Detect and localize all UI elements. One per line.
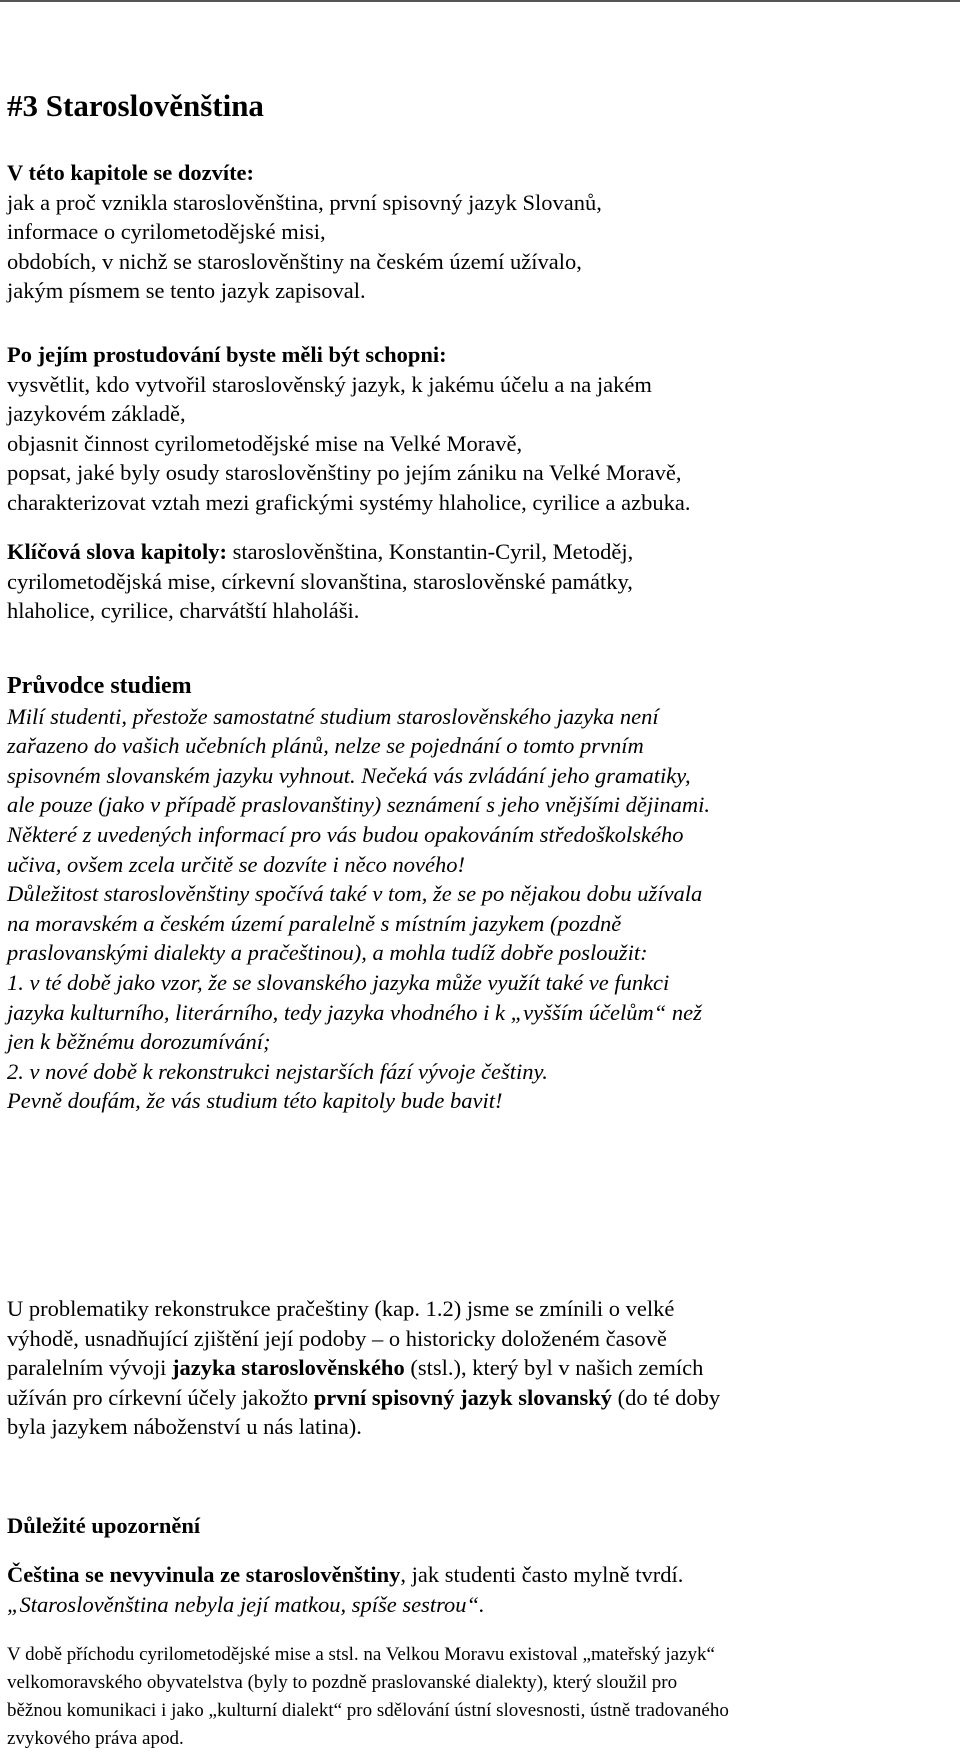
body-paragraph <box>7 1294 952 1442</box>
intro-item: jakým písmem se tento jazyk zapisoval. <box>7 278 366 304</box>
warning-content <box>7 1560 952 1619</box>
goals-line: objasnit činnost cyrilometodějské mise na Velké Moravě, <box>7 430 523 456</box>
guide-line: 1. v té době jako vzor, že se slovanského jazyka může využít také ve funkci <box>7 969 670 995</box>
goals-line: charakterizovat vztah mezi grafickými systémy hlaholice, cyrilice a azbuka. <box>7 489 691 515</box>
body-text: (do té doby <box>611 1384 721 1410</box>
guide-line: ale pouze (jako v případě praslovanštiny) seznámení s jeho vnějšími dějinami. <box>7 792 711 818</box>
guide-line: Důležitost staroslověnštiny spočívá také v tom, že se po nějakou dobu užívala <box>7 881 703 907</box>
guide-line: jen k běžnému dorozumívání; <box>7 1029 271 1055</box>
footer-line: běžnou komunikaci i jako „kulturní dialekt“ pro sdělování ústní slovesnosti, ústně tradovaného <box>7 1700 729 1721</box>
footer-note <box>7 1641 952 1753</box>
guide-line: učiva, ovšem zcela určitě se dozvíte i něco nového! <box>7 851 465 877</box>
body-line <box>7 1353 952 1383</box>
goals-section <box>7 340 952 518</box>
guide-line: Milí studenti, přestože samostatné studium staroslověnského jazyka není <box>7 703 659 729</box>
body-line: byla jazykem náboženství u nás latina). <box>7 1414 362 1440</box>
body-line: výhodě, usnadňující zjištění její podoby – o historicky doloženém časově <box>7 1325 667 1351</box>
body-text: (stsl.), který byl v našich zemích <box>404 1355 704 1381</box>
guide-line: jazyka kulturního, literárního, tedy jazyka vhodného i k „vyšším účelům“ než <box>7 999 702 1025</box>
study-guide-section <box>7 672 952 1116</box>
guide-line: na moravském a českém území paralelně s místním jazykem (pozdně <box>7 910 622 936</box>
body-emphasis: jazyka staroslověnského <box>171 1355 405 1381</box>
body-text: paralelním vývoji <box>7 1355 172 1381</box>
keywords-section <box>7 537 952 626</box>
guide-line: Pevně doufám, že vás studium této kapitoly bude bavit! <box>7 1088 503 1114</box>
warning-heading: Důležité upozornění <box>7 1513 201 1538</box>
guide-line: Některé z uvedených informací pro vás budou opakováním středoškolského <box>7 821 684 847</box>
body-line: U problematiky rekonstrukce pračeštiny (kap. 1.2) jsme se zmínili o velké <box>7 1296 675 1321</box>
intro-item: informace o cyrilometodějské misi, <box>7 219 326 245</box>
page-title: #3 Staroslověnština <box>7 88 264 123</box>
warning-line <box>7 1560 952 1590</box>
intro-section <box>7 158 952 306</box>
body-line <box>7 1383 952 1413</box>
guide-line: 2. v nové době k rekonstrukci nejstarších fází vývoje češtiny. <box>7 1058 548 1084</box>
guide-line: spisovném slovanském jazyku vyhnout. Nečeká vás zvládání jeho gramatiky, <box>7 762 691 788</box>
goals-line: popsat, jaké byly osudy staroslověnštiny po jejím zániku na Velké Moravě, <box>7 460 682 486</box>
goals-line: vysvětlit, kdo vytvořil staroslověnský jazyk, k jakému účelu a na jakém <box>7 371 652 397</box>
intro-item: obdobích, v nichž se staroslověnštiny na českém území užívalo, <box>7 248 582 274</box>
keywords-line: cyrilometodějská mise, církevní slovanština, staroslověnské památky, <box>7 568 633 594</box>
keywords-label: Klíčová slova kapitoly: <box>7 539 228 564</box>
keywords-line: hlaholice, cyrilice, charvátští hlaholáši. <box>7 598 360 624</box>
warning-section <box>7 1511 952 1541</box>
footer-line: V době příchodu cyrilometodějské mise a stsl. na Velkou Moravu existoval „mateřský jazyk“ <box>7 1644 715 1665</box>
body-emphasis: první spisovný jazyk slovanský <box>313 1384 612 1410</box>
intro-heading: V této kapitole se dozvíte: <box>7 160 255 185</box>
warning-emphasis: Čeština se nevyvinula ze staroslověnštiny <box>7 1562 401 1587</box>
body-text: užíván pro církevní účely jakožto <box>7 1384 314 1410</box>
goals-line: jazykovém základě, <box>7 401 186 427</box>
keywords-line <box>7 537 952 567</box>
keywords-text: staroslověnština, Konstantin-Cyril, Metoděj, <box>227 539 634 564</box>
warning-quote: „Staroslověnština nebyla její matkou, spíše sestrou“. <box>7 1591 485 1617</box>
goals-heading: Po jejím prostudování byste měli být schopni: <box>7 342 447 367</box>
study-guide-heading: Průvodce studiem <box>7 673 192 699</box>
top-border-line <box>0 0 960 2</box>
footer-line: velkomoravského obyvatelstva (byly to pozdně praslovanské dialekty), který sloužil pro <box>7 1672 678 1693</box>
footer-line: zvykového práva apod. <box>7 1728 184 1749</box>
intro-item: jak a proč vznikla staroslověnština, první spisovný jazyk Slovanů, <box>7 189 602 215</box>
guide-line: praslovanskými dialekty a pračeštinou), a mohla tudíž dobře posloužit: <box>7 940 648 966</box>
guide-line: zařazeno do vašich učebních plánů, nelze se pojednání o tomto prvním <box>7 733 644 759</box>
warning-text: , jak studenti často mylně tvrdí. <box>400 1562 684 1587</box>
